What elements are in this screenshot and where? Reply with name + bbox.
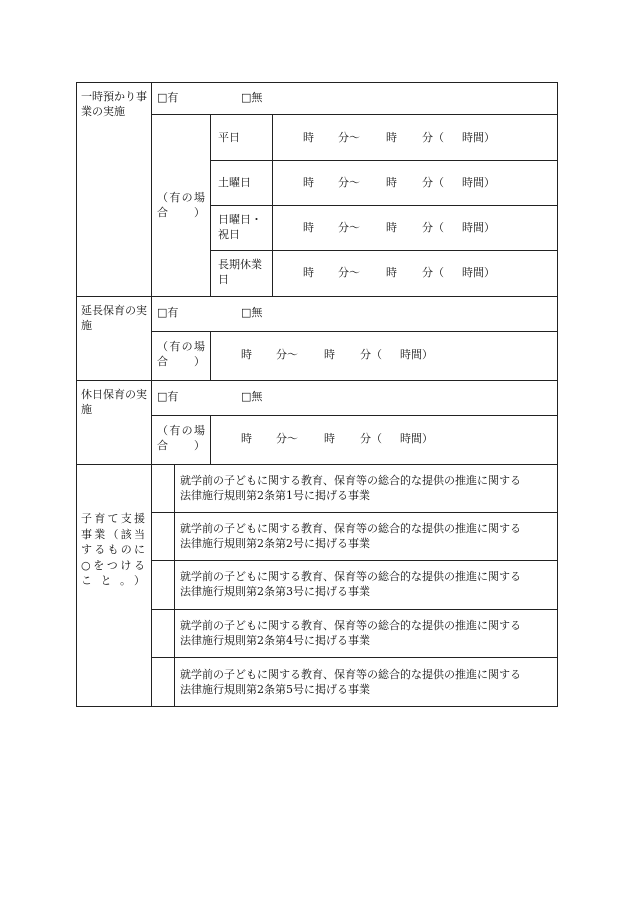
extended-care-condition-label: （有の場合） (157, 340, 205, 368)
temporary-care-header: 一時預かり事業の実施 (81, 90, 147, 118)
hour-unit: 時 (386, 176, 397, 189)
minute-to-unit: 分（ (422, 131, 444, 144)
hour-unit: 時 (386, 266, 397, 279)
minute-from-unit: 分〜 (276, 348, 298, 361)
holiday-care-condition-label: （有の場合） (157, 424, 205, 452)
hour-unit: 時 (386, 221, 397, 234)
minute-from-unit: 分〜 (338, 131, 360, 144)
hour-unit: 時 (324, 348, 335, 361)
total-hours-unit: 時間） (462, 221, 495, 234)
support-item-2-check-cell[interactable] (152, 513, 174, 560)
support-item-5-line2: 法律施行規則第2条第5号に掲げる事業 (180, 683, 370, 696)
support-item-4-check-cell[interactable] (152, 610, 174, 657)
hour-unit: 時 (303, 221, 314, 234)
total-hours-unit: 時間） (462, 176, 495, 189)
temporary-care-yes-option[interactable]: □有 (157, 91, 179, 104)
support-item-4-line1: 就学前の子どもに関する教育、保育等の総合的な提供の推進に関する (180, 619, 521, 632)
minute-from-unit: 分〜 (338, 221, 360, 234)
extended-care-no-option[interactable]: □無 (241, 306, 263, 319)
support-header: 子育て支援事業（該当するものに○をつけること。） (81, 512, 145, 587)
minute-to-unit: 分（ (422, 176, 444, 189)
support-item-5-check-cell[interactable] (152, 658, 174, 706)
extended-care-yes-option[interactable]: □有 (157, 306, 179, 319)
hour-unit: 時 (241, 432, 252, 445)
row-label-saturday: 土曜日 (218, 176, 251, 189)
total-hours-unit: 時間） (462, 266, 495, 279)
total-hours-unit: 時間） (462, 131, 495, 144)
row-label-weekday: 平日 (218, 131, 240, 144)
temporary-care-no-option[interactable]: □無 (241, 91, 263, 104)
hour-unit: 時 (386, 131, 397, 144)
support-item-1-line2: 法律施行規則第2条第1号に掲げる事業 (180, 489, 370, 502)
support-item-3-check-cell[interactable] (152, 561, 174, 609)
minute-from-unit: 分〜 (338, 176, 360, 189)
minute-from-unit: 分〜 (276, 432, 298, 445)
extended-care-header: 延長保育の実施 (81, 304, 147, 332)
hour-unit: 時 (303, 266, 314, 279)
minute-to-unit: 分（ (360, 432, 382, 445)
hour-unit: 時 (241, 348, 252, 361)
hour-unit: 時 (303, 176, 314, 189)
hour-unit: 時 (324, 432, 335, 445)
support-item-1-check-cell[interactable] (152, 465, 174, 512)
holiday-care-header: 休日保育の実施 (81, 388, 147, 416)
minute-to-unit: 分（ (422, 266, 444, 279)
holiday-care-no-option[interactable]: □無 (241, 390, 263, 403)
support-item-2-line2: 法律施行規則第2条第2号に掲げる事業 (180, 537, 370, 550)
minute-to-unit: 分（ (360, 348, 382, 361)
row-label-long-vacation: 長期休業日 (218, 258, 262, 286)
minute-to-unit: 分（ (422, 221, 444, 234)
support-item-2-line1: 就学前の子どもに関する教育、保育等の総合的な提供の推進に関する (180, 522, 521, 535)
total-hours-unit: 時間） (400, 348, 433, 361)
support-item-1-line1: 就学前の子どもに関する教育、保育等の総合的な提供の推進に関する (180, 474, 521, 487)
total-hours-unit: 時間） (400, 432, 433, 445)
support-item-3-line2: 法律施行規則第2条第3号に掲げる事業 (180, 585, 370, 598)
support-item-5-line1: 就学前の子どもに関する教育、保育等の総合的な提供の推進に関する (180, 668, 521, 681)
minute-from-unit: 分〜 (338, 266, 360, 279)
holiday-care-yes-option[interactable]: □有 (157, 390, 179, 403)
support-item-3-line1: 就学前の子どもに関する教育、保育等の総合的な提供の推進に関する (180, 570, 521, 583)
temporary-care-condition-label: （有の場合） (157, 191, 205, 219)
hour-unit: 時 (303, 131, 314, 144)
row-label-sunday-holiday: 日曜日・祝日 (218, 213, 262, 241)
support-item-4-line2: 法律施行規則第2条第4号に掲げる事業 (180, 634, 370, 647)
